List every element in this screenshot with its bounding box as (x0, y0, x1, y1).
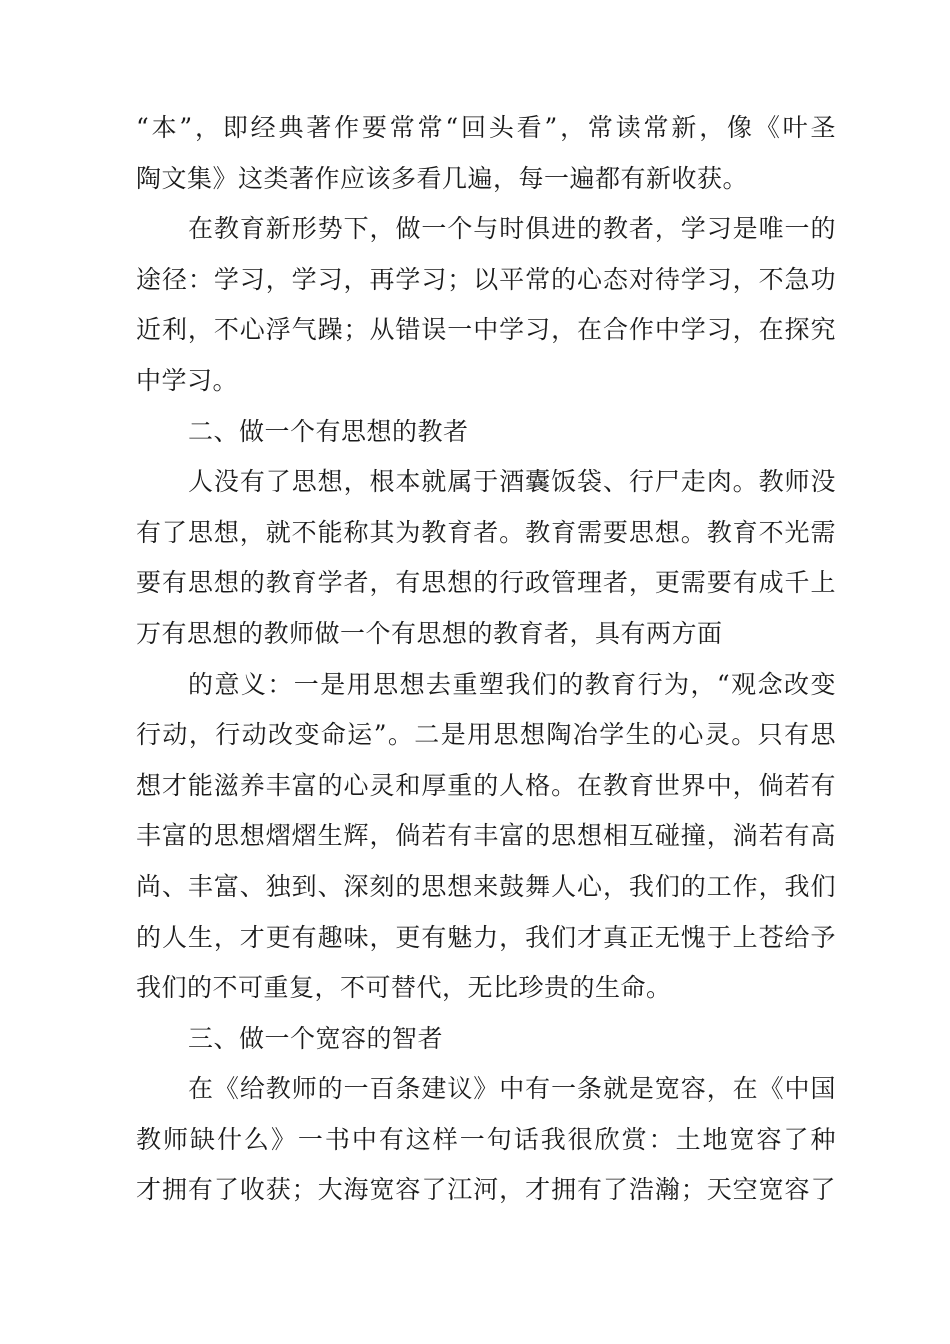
text-line: 要有思想的教育学者，有思想的行政管理者，更需要有成千上 (136, 568, 836, 598)
text-line: 尚、丰富、独到、深刻的思想来鼓舞人心，我们的工作，我们 (136, 871, 836, 901)
text-line: 丰富的思想熠熠生辉，倘若有丰富的思想相互碰撞，淌若有高 (136, 821, 836, 851)
document-body (136, 103, 836, 1216)
paragraph-first-line: 在教育新形势下，做一个与时俱进的教者，学习是唯一的 (188, 214, 836, 244)
text-line: 想才能滋养丰富的心灵和厚重的人格。在教育世界中，倘若有 (136, 770, 836, 800)
text-line: 教师缺什么》一书中有这样一句话我很欣赏：土地宽容了种 (136, 1124, 836, 1154)
text-line: 的人生，才更有趣味，更有魅力，我们才真正无愧于上苍给予 (136, 922, 836, 952)
text-line: 途径：学习，学习，再学习；以平常的心态对待学习，不急功 (136, 264, 836, 294)
text-line: 万有思想的教师做一个有思想的教育者，具有两方面 (136, 618, 723, 648)
text-line: 才拥有了收获；大海宽容了江河，才拥有了浩瀚；天空宽容了 (136, 1175, 836, 1205)
text-line: 中学习。 (136, 365, 239, 395)
text-line: 陶文集》这类著作应该多看几遍，每一遍都有新收获。 (136, 163, 749, 193)
paragraph-first-line: 人没有了思想，根本就属于酒囊饭袋、行尸走肉。教师没 (188, 467, 836, 497)
text-line: “本”，即经典著作要常常“回头看”，常读常新，像《叶圣 (136, 113, 836, 142)
text-line: 行动，行动改变命运”。二是用思想陶冶学生的心灵。只有思 (136, 720, 836, 750)
text-line: 近利，不心浮气躁；从错误一中学习，在合作中学习，在探究 (136, 315, 836, 345)
text-line: 我们的不可重复，不可替代，无比珍贵的生命。 (136, 973, 672, 1003)
paragraph-first-line: 的意义：一是用思想去重塑我们的教育行为，“观念改变 (188, 669, 836, 699)
paragraph-first-line: 在《给教师的一百条建议》中有一条就是宽容，在《中国 (188, 1074, 836, 1104)
section-heading: 二、做一个有思想的教者 (188, 416, 469, 446)
text-line: 有了思想，就不能称其为教育者。教育需要思想。教育不光需 (136, 517, 836, 547)
section-heading: 三、做一个宽容的智者 (188, 1023, 444, 1053)
